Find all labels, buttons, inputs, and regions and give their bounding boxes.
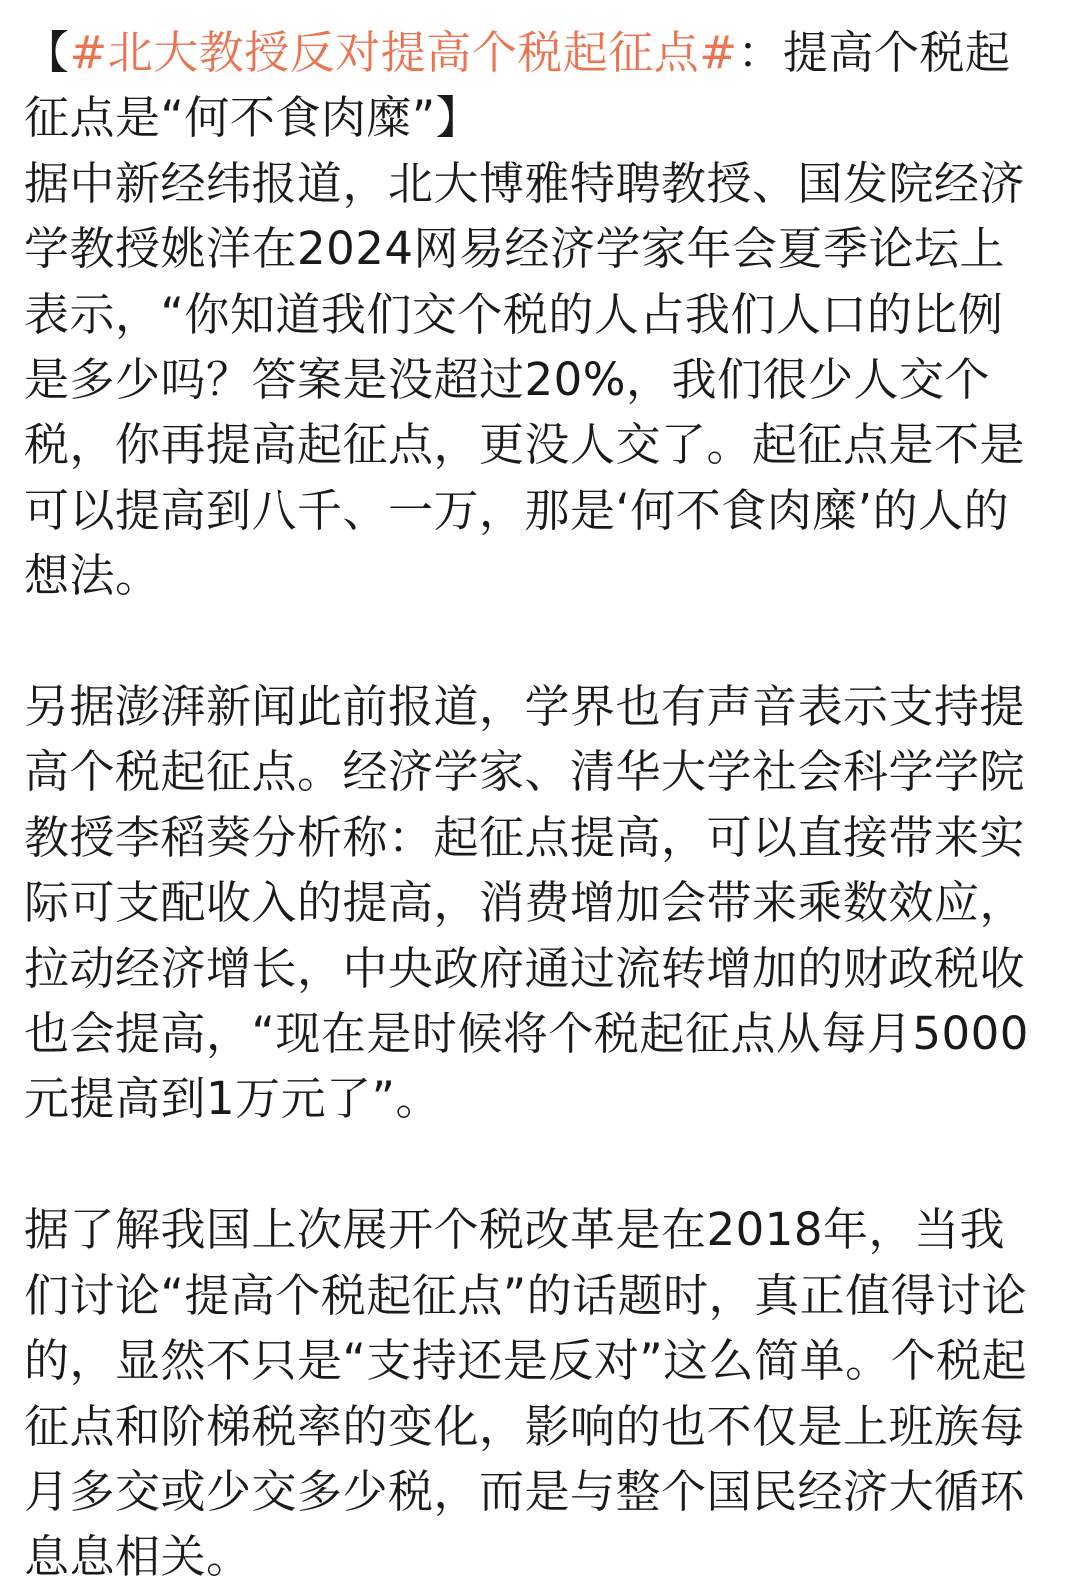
bracket-open: 【 bbox=[24, 26, 70, 79]
headline-text: ：提高个税起征点是“何不食肉糜”】 bbox=[24, 26, 1011, 145]
post-headline bbox=[24, 20, 1034, 151]
post-paragraph-2: 另据澎湃新闻此前报道，学界也有声音表示支持提高个税起征点。经济学家、清华大学社会科学学院教授李稻葵分析称：起征点提高，可以直接带来实际可支配收入的提高，消费增加会带来乘数效应，拉动经济增长，中央政府通过流转增加的财政税收也会提高，“现在是时候将个税起征点从每月5000元提高到1万元了”。 bbox=[24, 680, 1029, 1126]
topic-hashtag-link[interactable]: #北大教授反对提高个税起征点# bbox=[69, 26, 738, 79]
weibo-post-body bbox=[24, 20, 1034, 1590]
paragraph-gap bbox=[24, 1132, 1034, 1197]
post-paragraph-3: 据了解我国上次展开个税改革是在2018年，当我们讨论“提高个税起征点”的话题时，真正值得讨论的，显然不只是“支持还是反对”这么简单。个税起征点和阶梯税率的变化，影响的也不仅是上班族每月多交或少交多少税，而是与整个国民经济大循环息息相关。 bbox=[24, 1203, 1028, 1584]
post-paragraph-1: 据中新经纬报道，北大博雅特聘教授、国发院经济学教授姚洋在2024网易经济学家年会夏季论坛上表示，“你知道我们交个税的人占我们人口的比例是多少吗？答案是没超过20%，我们很少人交个税，你再提高起征点，更没人交了。起征点是不是可以提高到八千、一万，那是‘何不食肉糜’的人的想法。 bbox=[24, 156, 1026, 603]
paragraph-gap bbox=[24, 609, 1034, 674]
